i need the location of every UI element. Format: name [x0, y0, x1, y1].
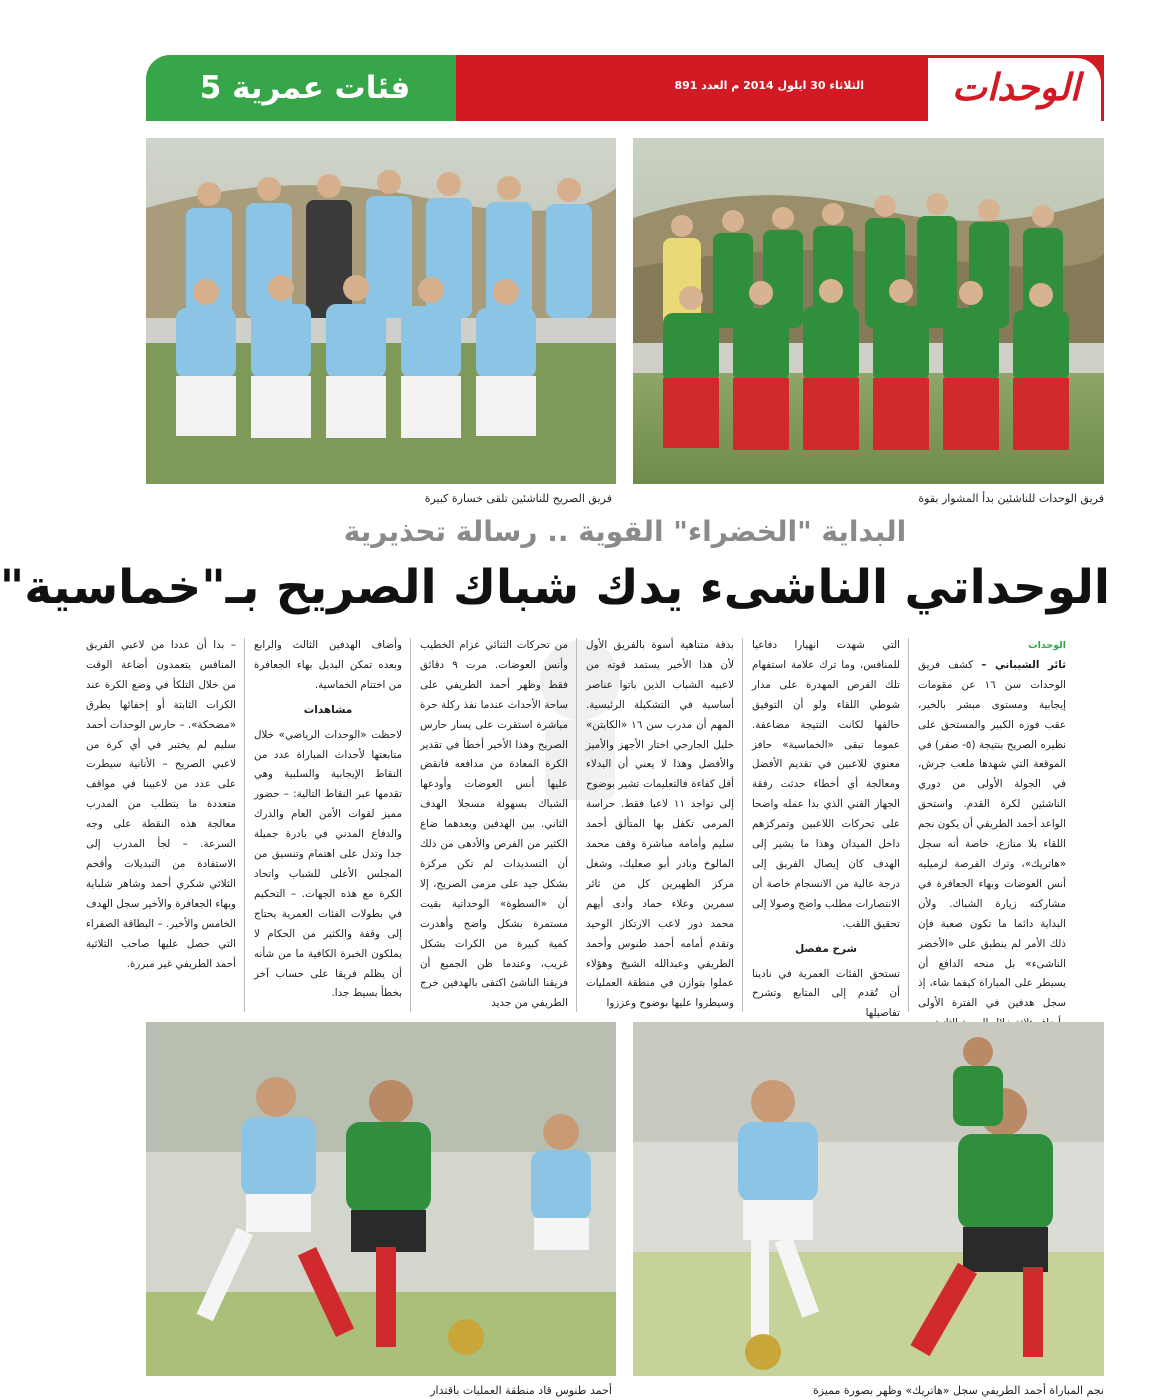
article-column: وأضاف الهدفين الثالث والرابع وبعده تمكن البديل بهاء الجعافرة من اختتام الخماسية. مشاهدات لاحظت «الوحدات الرياضي» خلال متابعتها لأحداث المباراة عدد من النقاط الإيجابية والسلبية وهي تقدمها عبر النقاط التالية: – حضور مميز لقوات الأمن العام والدرك والدفاع المدني في بادرة جميلة جدا وتدل على اهتمام وتنسيق من المجلس الأعلى للشباب واتحاد الكرة مع هذه الجهات. – التحكيم في بطولات الفئات العمرية يحتاج إلى وقفة والكثير من الحكام لا يملكون الخبرة الكافية ما من شأنه أن يظلم فريقا على حساب آخر بخطأ بسيط جدا.: [254, 639, 402, 1000]
article-body: [86, 636, 1067, 1020]
article-column: التي شهدت انهيارا دفاعيا للمنافس، وما ترك علامة استفهام تلك الفرص المهدرة على مدار شوطي اللقاء ولو أن التوفيق حالفها لكانت النتيجة مضاعفة. عموما تبقى «الخماسية» حافز معنوي للاعبين في تقديم الأفضل ومعالجة أي أخطاء حدثت رفقة الجهاز الفني الذي بدا عمله واضحا على تحركات اللاعبين وتمركزهم داخل الميدان وهذا ما يشير إلى الهدف كان إيصال الفريق إلى درجة عالية من الانسجام خاصة أن الانتصارات مطلب واضح وصولا إلى تحقيق اللقب. شرح مفصل تستحق الفئات العمرية في نادينا أن تُقدم إلى المتابع وتشرح تفاصيلها: [752, 639, 900, 1020]
sareeh-team-photo: [146, 138, 616, 484]
article-column: الوحدات ثائر الشيباني – كشف فريق الوحدات سن ١٦ عن مقومات إيجابية ومستوى مبشر بالخير، عقب فوزه الكبير والمستحق على نظيره الصريح بنتيجة (٥- صفر) في الموقعة التي شهدها ملعب جرش، في الجولة الأولى من دوري الناشئين لكرة القدم. واستحق الواعد أحمد الطريفي أن يكون نجم اللقاء بلا منازع، خاصة أنه سجل «هاتريك»، وترك الفرصة لزميليه أنس العوضات وبهاء الجعافرة في مشاركته زيارة الشباك. ولأن البداية دائما ما تكون صعبة فإن ذلك الأمر لم ينطبق على «الأخضر الناشىء» بل منحه الدافع أن يسيطر على المباراة كيفما شاء، إذ سجل هدفين في الفترة الأولى: [918, 640, 1067, 1010]
article-column: – بدا أن عددا من لاعبي الفريق المنافس يتعمدون أضاعة الوقت من خلال التلكأ في وضع الكرة عند الكرات الثابتة أو إخفائها بطرق «مضحكة». – حارس الوحدات أحمد سليم لم يختبر في أي كرة من لاعبي الصريح – الأنانية سيطرت على عدد من لاعبينا في مواقف متعددة ما يتطلب من المدرب معالجة هذه النقطة على وجه السرعة. – لجأ المدرب إلى الاستفادة من التبديلات وأقحم الثلاثي شكري أحمد وشاهر شلباية وبهاء الجعافرة والأخير سجل الهدف الخامس والأخير. – البطاقة الصفراء التي حصل عليها صاحب الثلاثية أحمد الطريفي غير مبررة.: [86, 639, 236, 970]
photo-caption: فريق الوحدات للناشئين بدأ المشوار بقوة: [918, 492, 1104, 505]
page-header: [146, 55, 1104, 121]
team-photo-illustration: [146, 138, 616, 484]
wahdat-team-photo: [633, 138, 1104, 484]
soccer-ball: [745, 1334, 781, 1370]
match-action-photo: [633, 1022, 1104, 1376]
article-column: من تحركات الثنائي عزام الخطيب وأنس العوضات. مرت ٩ دقائق فقط وظهر أحمد الطريفي على ساحة الأحداث عندما نفذ ركلة حرة مباشرة استقرت على يسار حارس الصريح وهذا الأخير أخطأ في تقدير الكرة المعادة من مدافعه فانقض عليها أنس العوضات وأودعها الشباك بسهولة مسجلا الهدف الثاني. بين الهدفين وبعدهما ضاع الكثير من الفرص والأدهى من ذلك أن التسديدات لم تكن مركزة بشكل جيد على مرمى الصريح، إلا أن «السطوة» الوحداتية بقيت مستمرة بشكل واضح وأهدرت كمية كبيرة من الكرات بشكل غريب، وعندما ظن الجميع أن فريقنا الناشئ اكتفى بالهدفين خرج الطريفي من جديد: [420, 639, 569, 1010]
column-divider: [576, 638, 577, 1012]
column-divider: [244, 638, 245, 1012]
back-row: [186, 196, 592, 318]
soccer-ball: [448, 1319, 484, 1355]
issue-date: الثلاثاء 30 ايلول 2014 م العدد 891: [674, 79, 864, 92]
action-photo-illustration: [633, 1022, 1104, 1376]
match-action-photo: [146, 1022, 616, 1376]
front-row: [176, 304, 536, 438]
photo-caption: نجم المباراة أحمد الطريفي سجل «هاتريك» وظهر بصورة مميزة: [812, 1384, 1104, 1397]
section-title: فئات عمرية 5: [199, 70, 411, 106]
action-photo-illustration: [146, 1022, 616, 1376]
article-tag: الوحدات: [1028, 640, 1066, 651]
team-photo-illustration: [633, 138, 1104, 484]
article-kicker: البداية "الخضراء" القوية .. رسالة تحذيرية: [343, 515, 907, 548]
column-divider: [742, 638, 743, 1012]
article-byline: ثائر الشيباني –: [981, 658, 1066, 671]
article-column: بدقة متناهية أسوة بالفريق الأول لأن هذا الأخير يستمد قوته من لاعبيه الشباب الذين باتوا عناصر أساسية في التشكيلة الرئيسية. المهم أن مدرب سن ١٦ «الكابتن» خليل الجارحي اختار الأجهز والأميز والأفضل وهذا لا يعني أن البدلاء أقل كفاءة فالتعليمات تشير بوضوح إلى تواجد ١١ لاعبا فقط. حراسة المرمى تكفل بها المتألق أحمد سليم وأمامه مباشرة وقف محمد المالوخ ونادر أبو صعليك، وشغل مركز الظهيرين كل من ثائر سمرين وعلاء حماد وأدى أيهم محمد دور لاعب الارتكاز الوحيد وتقدم أمامه أحمد طنوس وأحمد الطريفي وعبدالله الشيخ وهؤلاء عملوا بتوازن في منطقة العمليات وسيطروا عليها بوضوح وعززوا: [586, 639, 734, 1010]
column-divider: [410, 638, 411, 1012]
subheading: مشاهدات: [303, 703, 353, 716]
column-divider: [908, 638, 909, 1012]
newspaper-logo: الوحدات: [951, 66, 1081, 109]
photo-caption: فريق الصريح للناشئين تلقى خسارة كبيرة: [424, 492, 612, 505]
photo-caption: أحمد طنوس قاد منطقة العمليات باقتدار: [430, 1384, 612, 1397]
article-headline: الوحداتي الناشىء يدك شباك الصريح بـ"خماسية": [0, 560, 1110, 615]
subheading: شرح مفصل: [795, 942, 857, 955]
